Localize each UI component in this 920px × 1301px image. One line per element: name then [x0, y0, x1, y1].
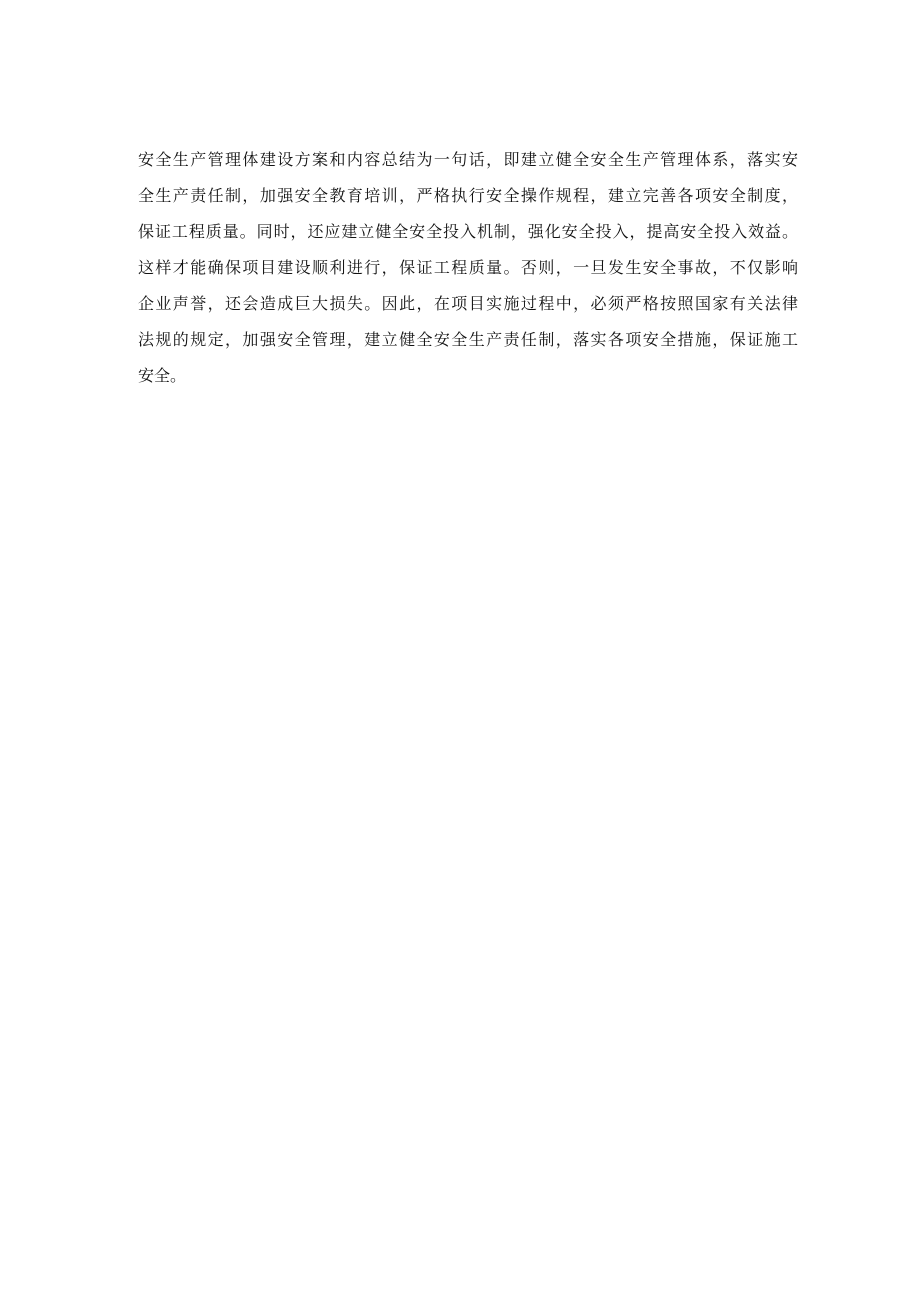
paragraph-line-6: 法规的规定，加强安全管理，建立健全安全生产责任制，落实各项安全措施，保证施工: [138, 330, 798, 349]
paragraph-line-1: 安全生产管理体建设方案和内容总结为一句话，即建立健全安全生产管理体系，落实安: [138, 150, 798, 169]
body-paragraph: [138, 142, 798, 394]
paragraph-line-4: 这样才能确保项目建设顺利进行，保证工程质量。否则，一旦发生安全事故，不仅影响: [138, 258, 798, 277]
paragraph-line-2: 全生产责任制，加强安全教育培训，严格执行安全操作规程，建立完善各项安全制度，: [138, 186, 798, 205]
paragraph-line-5: 企业声誉，还会造成巨大损失。因此，在项目实施过程中，必须严格按照国家有关法律: [138, 294, 798, 313]
paragraph-line-7: 安全。: [138, 366, 187, 385]
paragraph-line-3: 保证工程质量。同时，还应建立健全安全投入机制，强化安全投入，提高安全投入效益。: [138, 222, 798, 241]
